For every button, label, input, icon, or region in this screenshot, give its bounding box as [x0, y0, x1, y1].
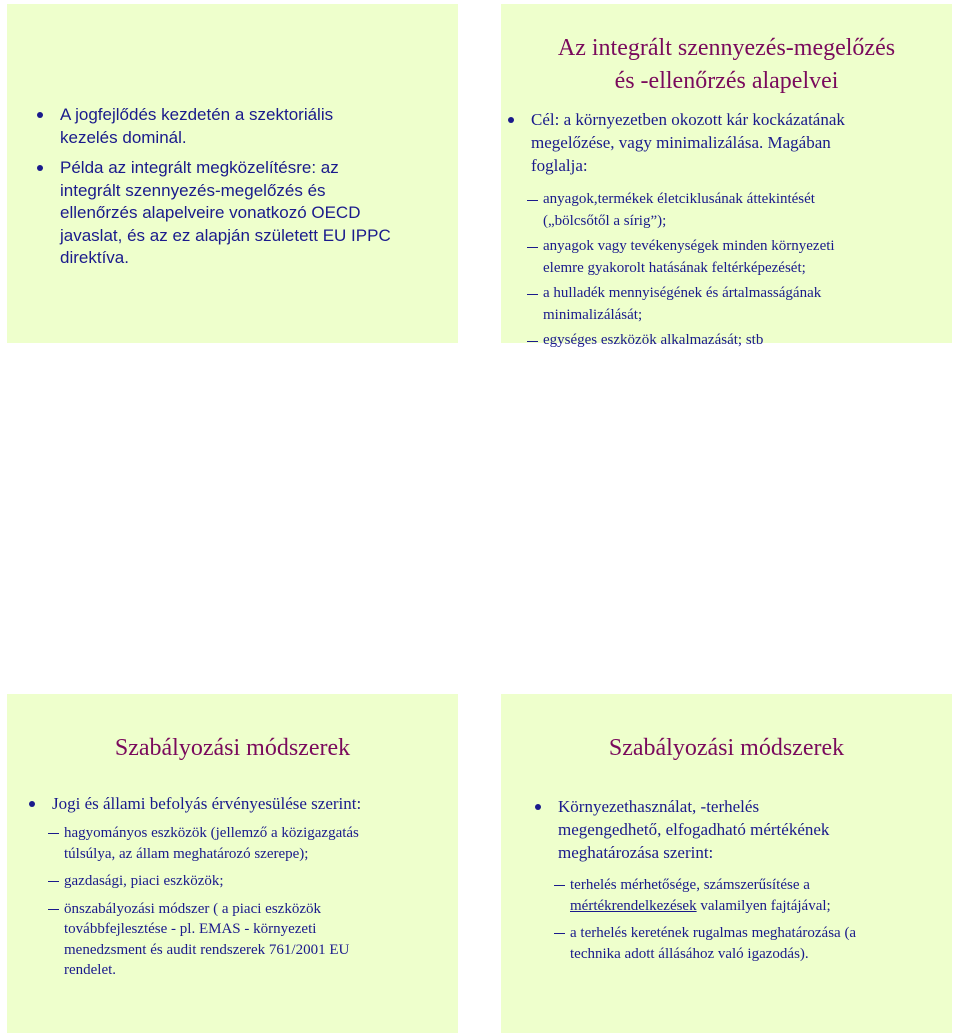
text-line: megengedhető, elfogadható mértékének: [558, 820, 830, 839]
bullet-item: [22, 792, 361, 815]
slide-title: [501, 32, 952, 98]
slide-3: [7, 694, 458, 1033]
sub-item: [22, 899, 361, 981]
underlined-term: mértékrendelkezések: [570, 898, 697, 914]
slide-title: Szabályozási módszerek: [608, 735, 845, 761]
sub-item: [22, 823, 361, 864]
bullet-item: [30, 157, 391, 270]
slide-4: [501, 694, 952, 1033]
sub-item: [501, 189, 845, 232]
slide-2: [501, 4, 952, 348]
text-line: egységes eszközök alkalmazását; stb: [543, 332, 764, 348]
text-line: Példa az integrált megközelítésre: az: [60, 158, 339, 177]
text-line: kezelés dominál.: [60, 127, 187, 147]
slide-title: Szabályozási módszerek: [114, 735, 351, 761]
text-line: direktíva.: [60, 248, 129, 267]
text-line: [570, 896, 856, 917]
bullet-item: [501, 108, 845, 177]
bullet-list: [528, 795, 856, 971]
text-line: anyagok,termékek életciklusának áttekintését: [543, 191, 815, 207]
text-line: ellenőrzés alapelveire vonatkozó OECD: [60, 203, 361, 222]
sub-item: [501, 330, 845, 352]
text-line: önszabályozási módszer ( a piaci eszközök: [64, 900, 321, 917]
text-line: terhelés mérhetősége, számszerűsítése a: [570, 877, 810, 893]
text-line: A jogfejlődés kezdetén a szektoriális: [60, 105, 334, 124]
text-fragment: valamilyen fajtájával;: [696, 898, 831, 914]
text-line: meghatározása szerint:: [558, 843, 714, 862]
bullet-item: [528, 795, 856, 864]
title-line: Az integrált szennyezés-megelőzés: [557, 35, 896, 61]
sub-item: [501, 283, 845, 326]
text-line: menedzsment és audit rendszerek 761/2001 EU: [64, 941, 350, 958]
bullet-list: [501, 108, 845, 356]
text-line: hagyományos eszközök (jellemző a közigazgatás: [64, 825, 359, 841]
bullet-list: [22, 792, 361, 988]
sub-item: [528, 875, 856, 917]
text-line: túlsúlya, az állam meghatározó szerepe);: [64, 845, 309, 862]
text-line: integrált szennyezés-megelőzés és: [60, 180, 326, 200]
text-line: elemre gyakorolt hatásának feltérképezését;: [543, 259, 806, 276]
bullet-list: [30, 104, 391, 278]
text-line: minimalizálását;: [543, 306, 643, 323]
sub-item: [22, 871, 361, 892]
text-line: anyagok vagy tevékenységek minden környezeti: [543, 238, 835, 254]
text-line: továbbfejlesztése - pl. EMAS - környezeti: [64, 921, 317, 937]
text-line: a hulladék mennyiségének és ártalmasságának: [543, 285, 822, 301]
bullet-item: [30, 104, 391, 149]
text-line: technika adott állásához való igazodás).: [570, 946, 809, 962]
text-line: rendelet.: [64, 962, 117, 978]
text-line: javaslat, és az ez alapján született EU IPPC: [60, 225, 391, 245]
text-line: Környezethasználat, -terhelés: [558, 797, 760, 816]
title-line: és -ellenőrzés alapelvei: [614, 68, 839, 94]
text-line: foglalja:: [531, 156, 588, 175]
text-line: megelőzése, vagy minimalizálása. Magában: [531, 133, 831, 152]
text-line: Jogi és állami befolyás érvényesülése szerint:: [52, 794, 362, 813]
text-line: Cél: a környezetben okozott kár kockázatának: [531, 110, 845, 129]
text-line: („bölcsőtől a sírig”);: [543, 212, 667, 229]
text-line: a terhelés keretének rugalmas meghatározása (a: [570, 925, 857, 941]
sub-item: [528, 923, 856, 965]
slide-1: [7, 4, 458, 343]
text-line: gazdasági, piaci eszközök;: [64, 873, 224, 889]
sub-item: [501, 236, 845, 279]
